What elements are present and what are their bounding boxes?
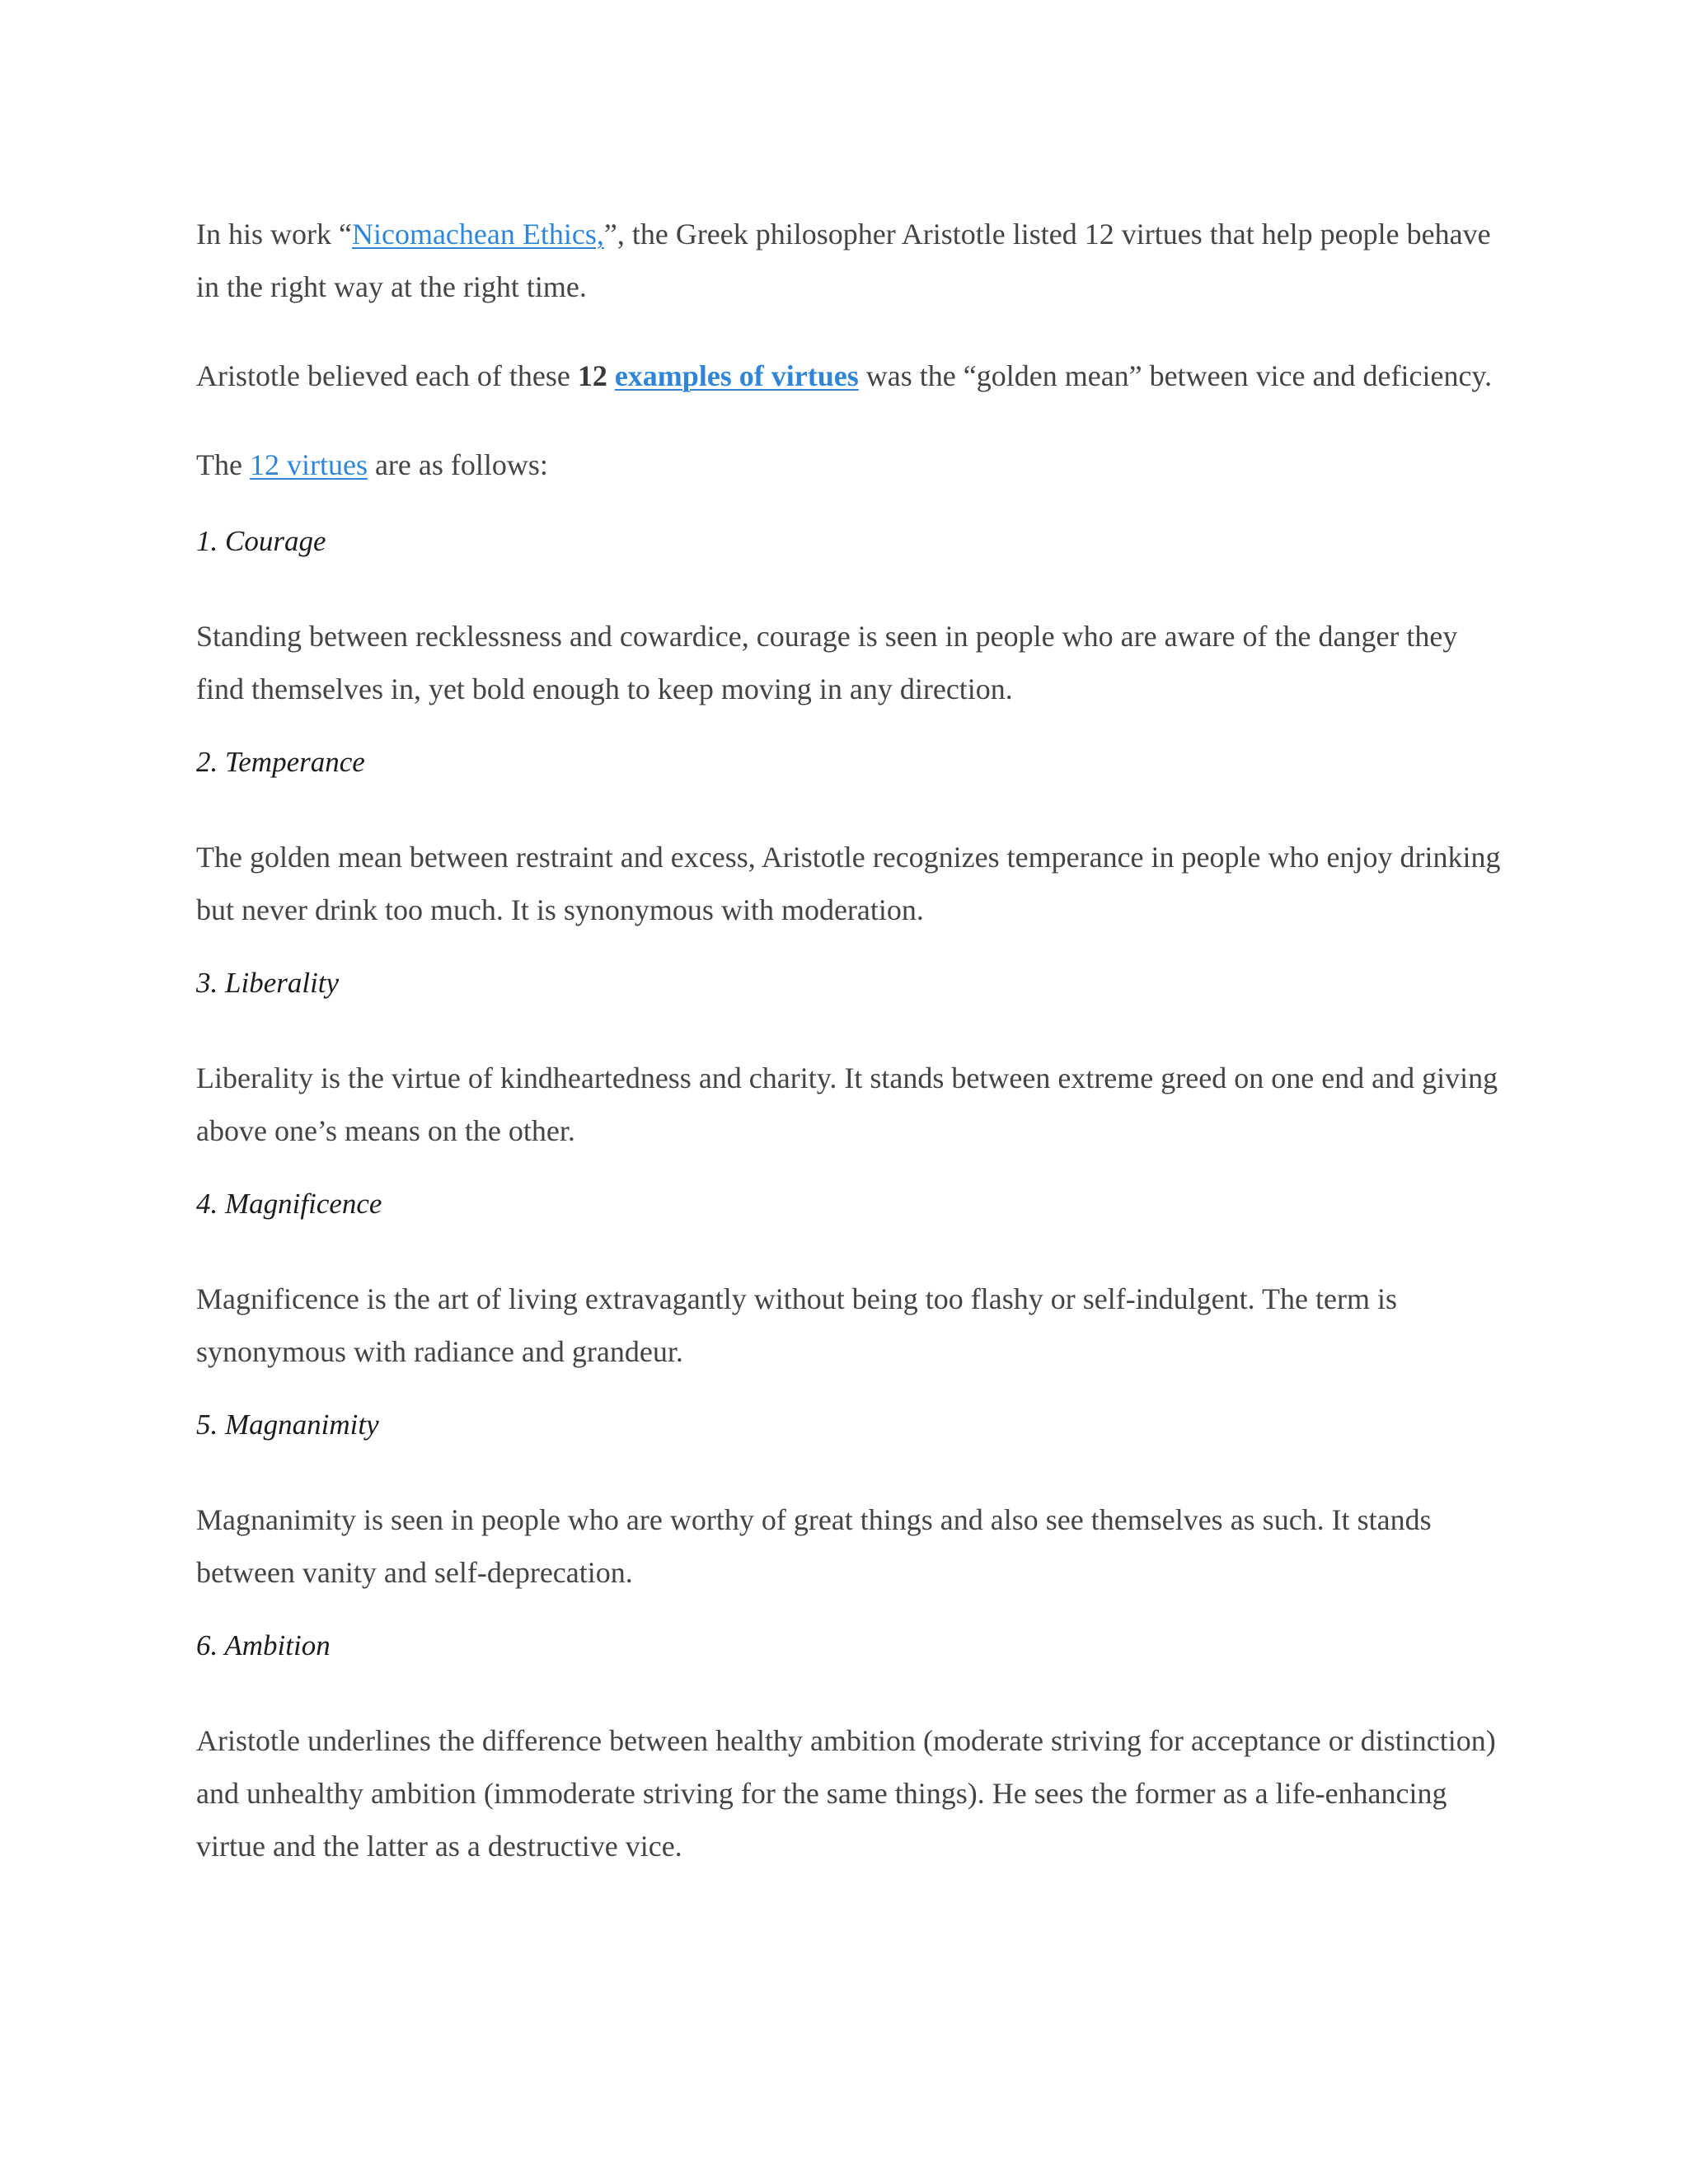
intro-text: ”, the Greek philosopher Aristotle listed 12 virtues that help people behave in the right way at the right time. — [196, 218, 1491, 303]
virtue-heading-liberality: 3. Liberality — [196, 967, 340, 999]
bold-number: 12 — [577, 359, 607, 392]
virtue-description-courage: Standing between recklessness and cowardice, courage is seen in people who are aware of the danger they find themselves in, yet bold enough to keep moving in any direction. — [196, 620, 1458, 705]
intro-paragraph-2 — [196, 349, 1507, 402]
intro-paragraph-3 — [196, 438, 1507, 491]
intro-text: was the “golden mean” between vice and deficiency. — [858, 359, 1493, 392]
intro-paragraph-1 — [196, 208, 1507, 313]
intro-text: In his work “ — [196, 218, 352, 251]
virtue-heading-magnificence: 4. Magnificence — [196, 1188, 382, 1220]
examples-of-virtues-link[interactable]: examples of virtues — [614, 359, 859, 392]
virtue-description-magnificence: Magnificence is the art of living extravagantly without being too flashy or self-indulgent. The term is synonymous with radiance and grandeur. — [196, 1282, 1397, 1368]
virtue-description-ambition: Aristotle underlines the difference between healthy ambition (moderate striving for acceptance or distinction) and unhealthy ambition (immoderate striving for the same things). He sees the former as a life-enhancing virtue and the latter as a destructive vice. — [196, 1724, 1496, 1863]
twelve-virtues-link[interactable]: 12 virtues — [249, 448, 368, 481]
virtue-heading-magnanimity: 5. Magnanimity — [196, 1408, 379, 1441]
virtue-heading-ambition: 6. Ambition — [196, 1629, 331, 1661]
intro-text: The — [196, 448, 250, 481]
virtue-description-temperance: The golden mean between restraint and excess, Aristotle recognizes temperance in people who enjoy drinking but never drink too much. It is synonymous with moderation. — [196, 841, 1501, 926]
intro-text: Aristotle believed each of these — [196, 359, 578, 392]
virtue-heading-courage: 1. Courage — [196, 525, 326, 557]
virtue-description-magnanimity: Magnanimity is seen in people who are worthy of great things and also see themselves as such. It stands between vanity and self-deprecation. — [196, 1503, 1432, 1589]
virtue-heading-temperance: 2. Temperance — [196, 746, 365, 778]
nicomachean-ethics-link[interactable]: Nicomachean Ethics, — [351, 218, 604, 251]
virtue-description-liberality: Liberality is the virtue of kindheartedness and charity. It stands between extreme greed on one end and giving above one’s means on the other. — [196, 1062, 1498, 1147]
intro-text: are as follows: — [367, 448, 548, 481]
document-page — [196, 208, 1507, 1899]
